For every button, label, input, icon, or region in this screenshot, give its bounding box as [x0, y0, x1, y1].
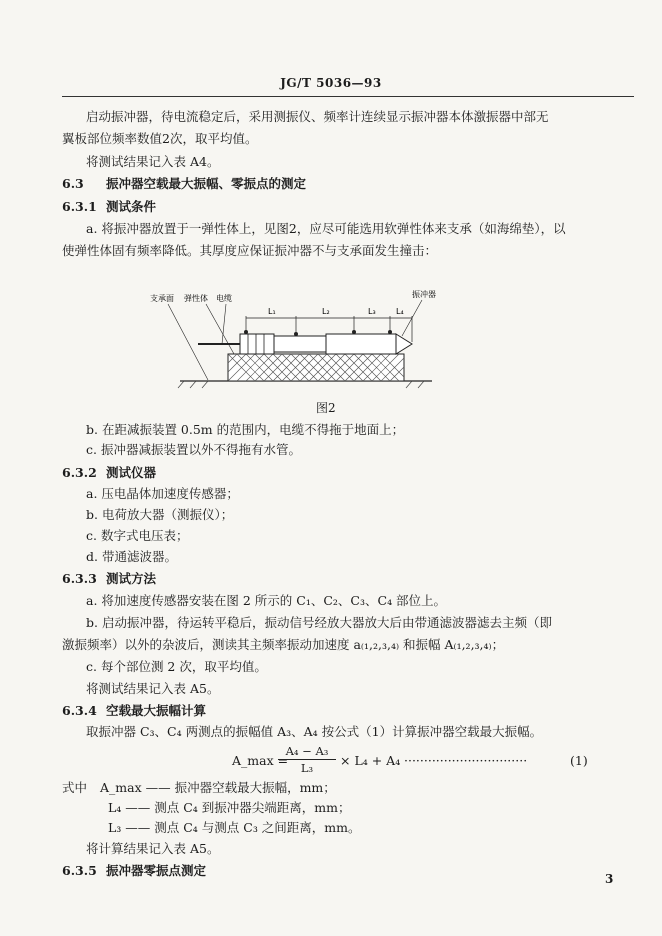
header-rule — [62, 96, 634, 97]
paragraph-line: a. 将加速度传感器安装在图 2 所示的 C₁、C₂、C₃、C₄ 部位上。 — [86, 593, 447, 608]
label-L3: L₃ — [368, 307, 376, 316]
section-heading-6-3-3 — [62, 571, 156, 587]
formula-dots: ······························· — [404, 753, 528, 768]
damper-section — [240, 334, 274, 354]
where-label: 式中 — [62, 780, 88, 795]
list-item: b. 电荷放大器（测振仪）； — [86, 507, 234, 522]
label-support-surface: 支承面 — [150, 294, 174, 303]
page-number: 3 — [605, 872, 614, 886]
section-number: 6.3 — [62, 176, 84, 191]
paragraph-line: b. 启动振冲器，待运转平稳后，振动信号经放大器放大后由带通滤波器滤去主频（即 — [86, 615, 552, 630]
paragraph-line: 启动振冲器，待电流稳定后，采用测振仪、频率计连续显示振冲器本体激振器中部无 — [86, 109, 549, 124]
symbol-definition: L₃ —— 测点 C₄ 与测点 C₃ 之间距离，mm。 — [108, 820, 361, 835]
list-item: a. 压电晶体加速度传感器； — [86, 486, 239, 501]
section-number: 6.3.4 — [62, 703, 97, 718]
section-heading-6-3-2 — [62, 465, 156, 481]
paragraph-line: c. 振冲器减振装置以外不得拖有水管。 — [86, 442, 301, 457]
section-number: 6.3.3 — [62, 571, 97, 586]
section-title: 测试仪器 — [106, 465, 157, 480]
label-cable: 电缆 — [216, 294, 232, 303]
vibrator-body — [326, 334, 396, 354]
section-number: 6.3.5 — [62, 863, 97, 878]
paragraph-line: 翼板部位频率数值2次，取平均值。 — [62, 131, 258, 146]
paragraph-line: 将测试结果记入表 A5。 — [86, 681, 220, 696]
extension-pipe — [274, 336, 326, 352]
elastic-body — [228, 354, 404, 381]
section-title: 振冲器空载最大振幅、零振点的测定 — [106, 176, 307, 191]
list-item: d. 带通滤波器。 — [86, 549, 177, 564]
label-vibrator: 振冲器 — [412, 290, 436, 299]
section-heading-6-3-4 — [62, 703, 206, 719]
formula-numerator: A₄ − A₃ — [285, 744, 329, 758]
formula-lhs: A_max = — [232, 753, 289, 768]
ground-hatch — [178, 381, 424, 388]
section-title: 空载最大振幅计算 — [106, 703, 207, 718]
fraction-bar — [278, 759, 336, 760]
label-L4: L₄ — [396, 307, 404, 316]
label-elastic-body: 弹性体 — [184, 294, 208, 303]
formula-number: (1) — [570, 753, 588, 768]
paragraph-line: a. 将振冲器放置于一弹性体上，见图2，应尽可能选用软弹性体来支承（如海绵垫），以 — [86, 221, 566, 236]
formula-rest: × L₄ + A₄ — [340, 753, 401, 768]
paragraph-line: c. 每个部位测 2 次，取平均值。 — [86, 659, 267, 674]
symbol-definition: A_max —— 振冲器空载最大振幅，mm； — [100, 780, 336, 795]
paragraph-line: 将测试结果记入表 A4。 — [86, 154, 220, 169]
paragraph-line: 取振冲器 C₃、C₄ 两测点的振幅值 A₃、A₄ 按公式（1）计算振冲器空载最大振幅。 — [86, 724, 543, 739]
figure-2-diagram — [150, 286, 440, 406]
section-heading-6-3 — [62, 176, 306, 192]
section-number: 6.3.2 — [62, 465, 97, 480]
formula-1 — [232, 744, 632, 778]
paragraph-line: 将计算结果记入表 A5。 — [86, 841, 220, 856]
paragraph-line: 使弹性体固有频率降低。其厚度应保证振冲器不与支承面发生撞击： — [62, 243, 438, 258]
paragraph-line: b. 在距减振装置 0.5m 的范围内，电缆不得拖于地面上； — [86, 422, 405, 437]
section-title: 测试方法 — [106, 571, 157, 586]
label-L2: L₂ — [322, 307, 330, 316]
formula-denominator: L₃ — [300, 761, 314, 775]
section-heading-6-3-1 — [62, 199, 156, 215]
section-title: 测试条件 — [106, 199, 157, 214]
symbol-definition: L₄ —— 测点 C₄ 到振冲器尖端距离，mm； — [108, 800, 351, 815]
section-title: 振冲器零振点测定 — [106, 863, 207, 878]
formula-fraction — [278, 744, 336, 775]
vibrator-tip — [396, 334, 412, 354]
section-number: 6.3.1 — [62, 199, 97, 214]
list-item: c. 数字式电压表； — [86, 528, 189, 543]
page-header-standard: JG/T 5036—93 — [280, 76, 382, 90]
section-heading-6-3-5 — [62, 863, 206, 879]
figure-caption: 图2 — [316, 401, 336, 415]
paragraph-line: 激振频率）以外的杂波后，测读其主频率振动加速度 a₍₁,₂,₃,₄₎ 和振幅 A₍₁,₂,₃,₄₎； — [62, 637, 505, 652]
label-L1: L₁ — [268, 307, 276, 316]
